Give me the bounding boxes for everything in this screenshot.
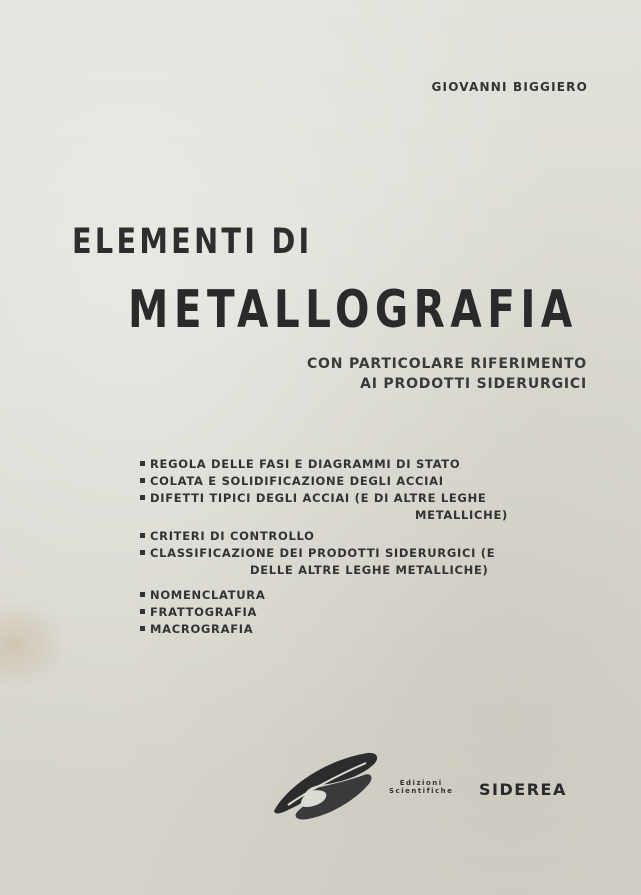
publisher-name: SIDEREA [479,780,567,799]
list-item: NOMENCLATURA [140,587,520,604]
list-item-continuation: DELLE ALTRE LEGHE METALLICHE) [250,563,489,577]
publisher-block [268,745,588,825]
list-item: CRITERI DI CONTROLLO [140,528,520,545]
bullet-icon [140,626,145,631]
bullet-icon [140,478,145,483]
bullet-icon [140,461,145,466]
mobius-ribbon-logo-icon [268,745,383,825]
list-item: MACROGRAFIA [140,621,520,638]
bullet-icon [140,592,145,597]
contents-list [140,456,520,638]
bullet-icon [140,495,145,500]
bullet-icon [140,533,145,538]
subtitle-line-2: AI PRODOTTI SIDERURGICI [360,376,587,392]
subtitle [307,354,587,394]
list-item: CLASSIFICAZIONE DEI PRODOTTI SIDERURGICI (E DELLE ALTRE LEGHE METALLICHE) [140,545,520,579]
title-line-1: ELEMENTI DI [72,222,313,262]
paper-stain [0,600,70,690]
bullet-icon [140,550,145,555]
list-item: DIFETTI TIPICI DEGLI ACCIAI (E DI ALTRE LEGHE METALLICHE) [140,490,520,524]
author-name: GIOVANNI BIGGIERO [431,80,588,94]
title-line-2: METALLOGRAFIA [128,280,578,340]
list-item-continuation: METALLICHE) [415,508,508,522]
list-item: REGOLA DELLE FASI E DIAGRAMMI DI STATO [140,456,520,473]
list-item: COLATA E SOLIDIFICAZIONE DEGLI ACCIAI [140,473,520,490]
bullet-icon [140,609,145,614]
publisher-label: Edizioni Scientifiche [389,779,454,795]
subtitle-line-1: CON PARTICOLARE RIFERIMENTO [306,356,587,372]
list-item: FRATTOGRAFIA [140,604,520,621]
